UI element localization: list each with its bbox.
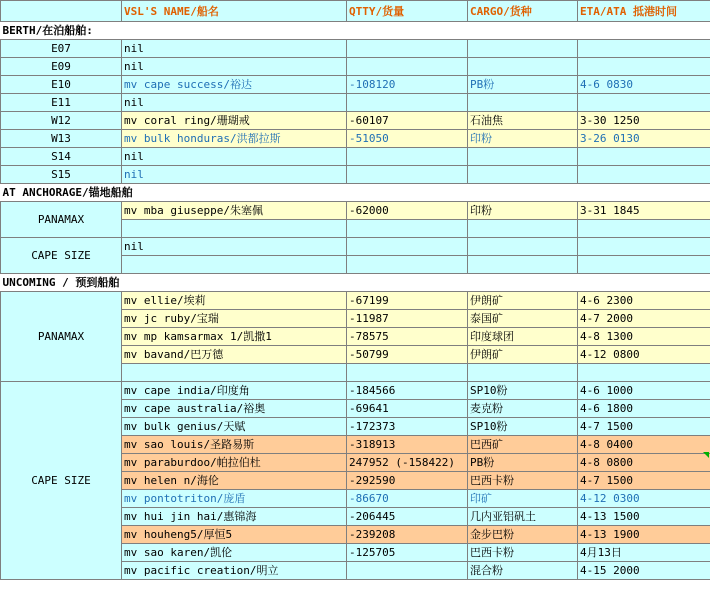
cargo-cell[interactable] (468, 220, 578, 238)
quantity-cell[interactable]: -50799 (347, 346, 468, 364)
cargo-cell[interactable]: 几内亚铝矾土 (468, 508, 578, 526)
cargo-cell[interactable]: 巴西矿 (468, 436, 578, 454)
eta-cell[interactable]: 4-6 1000 (578, 382, 710, 400)
vessel-name-cell[interactable]: mv bavand/巴万德 (122, 346, 347, 364)
cargo-cell[interactable]: 印粉 (468, 202, 578, 220)
cargo-cell[interactable] (468, 58, 578, 76)
cargo-cell[interactable]: 印粉 (468, 130, 578, 148)
header-cell-quantity[interactable]: QTTY/货量 (347, 1, 468, 22)
cargo-cell[interactable]: 石油焦 (468, 112, 578, 130)
vessel-name-cell[interactable]: mv bulk honduras/洪都拉斯 (122, 130, 347, 148)
quantity-cell[interactable]: -86670 (347, 490, 468, 508)
berth-id-cell[interactable]: S15 (1, 166, 122, 184)
cargo-cell[interactable] (468, 94, 578, 112)
vessel-name-cell[interactable]: nil (122, 238, 347, 256)
eta-cell[interactable]: 4-7 1500 (578, 418, 710, 436)
vessel-name-cell[interactable] (122, 256, 347, 274)
eta-cell[interactable]: 4-8 0800 (578, 454, 710, 472)
eta-cell[interactable]: 3-31 1845 (578, 202, 710, 220)
quantity-cell[interactable]: -69641 (347, 400, 468, 418)
eta-cell[interactable] (578, 166, 710, 184)
quantity-cell[interactable] (347, 94, 468, 112)
header-cell-cargo[interactable]: CARGO/货种 (468, 1, 578, 22)
quantity-cell[interactable]: -239208 (347, 526, 468, 544)
vessel-row (1, 292, 710, 310)
quantity-cell[interactable]: -172373 (347, 418, 468, 436)
vessel-name-cell[interactable]: mv cape india/印度角 (122, 382, 347, 400)
vessel-name-cell[interactable]: mv mba giuseppe/朱塞佩 (122, 202, 347, 220)
header-row (1, 1, 710, 22)
eta-cell[interactable]: 3-26 0130 (578, 130, 710, 148)
quantity-cell[interactable]: -292590 (347, 472, 468, 490)
eta-cell[interactable]: 4-8 1300 (578, 328, 710, 346)
eta-cell[interactable]: 4-6 2300 (578, 292, 710, 310)
cargo-cell[interactable]: PB粉 (468, 454, 578, 472)
cargo-cell[interactable] (468, 40, 578, 58)
vessel-name-cell[interactable]: mv cape australia/裕奥 (122, 400, 347, 418)
berth-row (1, 76, 710, 94)
eta-cell[interactable] (578, 58, 710, 76)
vessel-name-cell[interactable]: mv sao karen/凯伦 (122, 544, 347, 562)
group-label-cell[interactable]: PANAMAX (1, 202, 122, 238)
group-label-cell[interactable]: CAPE SIZE (1, 382, 122, 580)
eta-cell[interactable]: 4-6 1800 (578, 400, 710, 418)
quantity-cell[interactable]: -67199 (347, 292, 468, 310)
cargo-cell[interactable]: 伊朗矿 (468, 346, 578, 364)
cell-comment-marker (703, 452, 709, 458)
quantity-cell[interactable] (347, 220, 468, 238)
cargo-cell[interactable]: 伊朗矿 (468, 292, 578, 310)
eta-cell[interactable] (578, 238, 710, 256)
eta-cell[interactable] (578, 40, 710, 58)
vessel-name-cell[interactable] (122, 364, 347, 382)
berth-id-cell[interactable]: W13 (1, 130, 122, 148)
quantity-cell[interactable]: -60107 (347, 112, 468, 130)
cargo-cell[interactable] (468, 148, 578, 166)
vessel-name-cell[interactable]: mv bulk genius/天赋 (122, 418, 347, 436)
cargo-cell[interactable]: SP10粉 (468, 382, 578, 400)
berth-id-cell[interactable]: S14 (1, 148, 122, 166)
eta-cell[interactable]: 4-7 2000 (578, 310, 710, 328)
sheet-body (1, 1, 710, 580)
vessel-name-cell[interactable]: nil (122, 40, 347, 58)
vessel-row (1, 382, 710, 400)
quantity-cell[interactable]: -108120 (347, 76, 468, 94)
vessel-name-cell[interactable]: nil (122, 148, 347, 166)
cargo-cell[interactable] (468, 364, 578, 382)
cargo-cell[interactable]: 巴西卡粉 (468, 472, 578, 490)
section-row-berth (1, 22, 710, 40)
vessel-name-cell[interactable]: mv sao louis/圣路易斯 (122, 436, 347, 454)
berth-row (1, 94, 710, 112)
eta-cell[interactable]: 3-30 1250 (578, 112, 710, 130)
quantity-cell[interactable]: -184566 (347, 382, 468, 400)
vessel-name-cell[interactable]: mv paraburdoo/帕拉伯杜 (122, 454, 347, 472)
eta-cell[interactable]: 4-13 1900 (578, 526, 710, 544)
cargo-cell[interactable]: 泰国矿 (468, 310, 578, 328)
cargo-cell[interactable] (468, 238, 578, 256)
vessel-name-cell[interactable]: mv helen n/海伦 (122, 472, 347, 490)
eta-cell[interactable]: 4-8 0400 (578, 436, 710, 454)
cargo-cell[interactable]: PB粉 (468, 76, 578, 94)
quantity-cell[interactable] (347, 256, 468, 274)
eta-cell[interactable]: 4-15 2000 (578, 562, 710, 580)
berth-id-cell[interactable]: E07 (1, 40, 122, 58)
header-cell-eta[interactable]: ETA/ATA 抵港时间 (578, 1, 710, 22)
vessel-name-cell[interactable]: nil (122, 166, 347, 184)
berth-row (1, 130, 710, 148)
header-cell-vessel-name[interactable]: VSL'S NAME/船名 (122, 1, 347, 22)
cargo-cell[interactable]: SP10粉 (468, 418, 578, 436)
vessel-row (1, 238, 710, 256)
section-title-berth[interactable]: BERTH/在泊船舶: (1, 22, 710, 40)
cargo-cell[interactable] (468, 256, 578, 274)
quantity-cell[interactable]: -125705 (347, 544, 468, 562)
quantity-cell[interactable]: -51050 (347, 130, 468, 148)
quantity-cell[interactable] (347, 148, 468, 166)
berth-row (1, 148, 710, 166)
quantity-cell[interactable] (347, 562, 468, 580)
berth-row (1, 40, 710, 58)
quantity-cell[interactable]: -11987 (347, 310, 468, 328)
cargo-cell[interactable]: 麦克粉 (468, 400, 578, 418)
vessel-name-cell[interactable]: mv jc ruby/宝瑞 (122, 310, 347, 328)
cargo-cell[interactable] (468, 166, 578, 184)
eta-cell[interactable]: 4-6 0830 (578, 76, 710, 94)
quantity-cell[interactable]: -206445 (347, 508, 468, 526)
eta-cell[interactable] (578, 148, 710, 166)
eta-cell[interactable] (578, 364, 710, 382)
vessel-name-cell[interactable]: nil (122, 94, 347, 112)
vessel-name-cell[interactable]: mv pontotriton/庞盾 (122, 490, 347, 508)
berth-id-cell[interactable]: W12 (1, 112, 122, 130)
cargo-cell[interactable]: 混合粉 (468, 562, 578, 580)
cargo-cell[interactable]: 金步巴粉 (468, 526, 578, 544)
berth-row (1, 58, 710, 76)
section-title-upcoming[interactable]: UNCOMING / 预到船舶 (1, 274, 710, 292)
group-label-cell[interactable]: PANAMAX (1, 292, 122, 382)
eta-cell[interactable] (578, 256, 710, 274)
berth-id-cell[interactable]: E11 (1, 94, 122, 112)
section-row-anchorage (1, 184, 710, 202)
quantity-cell[interactable]: -62000 (347, 202, 468, 220)
vessel-name-cell[interactable]: nil (122, 58, 347, 76)
eta-cell[interactable] (578, 220, 710, 238)
vessel-name-cell[interactable]: mv coral ring/珊瑚戒 (122, 112, 347, 130)
quantity-cell[interactable] (347, 40, 468, 58)
vessel-name-cell[interactable]: mv cape success/裕达 (122, 76, 347, 94)
quantity-cell[interactable]: -78575 (347, 328, 468, 346)
cargo-cell[interactable]: 印度球团 (468, 328, 578, 346)
berth-row (1, 112, 710, 130)
eta-cell[interactable] (578, 94, 710, 112)
eta-cell[interactable]: 4-13 1500 (578, 508, 710, 526)
eta-cell[interactable]: 4-12 0800 (578, 346, 710, 364)
vessel-row (1, 202, 710, 220)
vessel-name-cell[interactable]: mv pacific creation/明立 (122, 562, 347, 580)
quantity-cell[interactable]: 247952 (-158422) (347, 454, 468, 472)
vessel-name-cell[interactable]: mv mp kamsarmax 1/凯撒1 (122, 328, 347, 346)
section-title-anchorage[interactable]: AT ANCHORAGE/锚地船舶 (1, 184, 710, 202)
eta-cell[interactable]: 4-12 0300 (578, 490, 710, 508)
header-cell-blank[interactable] (1, 1, 122, 22)
berth-row (1, 166, 710, 184)
quantity-cell[interactable] (347, 364, 468, 382)
berth-id-cell[interactable]: E09 (1, 58, 122, 76)
vessel-name-cell[interactable]: mv houheng5/厚恒5 (122, 526, 347, 544)
quantity-cell[interactable]: -318913 (347, 436, 468, 454)
vessel-name-cell[interactable] (122, 220, 347, 238)
group-label-cell[interactable]: CAPE SIZE (1, 238, 122, 274)
cargo-cell[interactable]: 印矿 (468, 490, 578, 508)
quantity-cell[interactable] (347, 238, 468, 256)
quantity-cell[interactable] (347, 58, 468, 76)
eta-cell[interactable]: 4-7 1500 (578, 472, 710, 490)
quantity-cell[interactable] (347, 166, 468, 184)
vessel-name-cell[interactable]: mv hui jin hai/惠锦海 (122, 508, 347, 526)
eta-cell[interactable]: 4月13日 (578, 544, 710, 562)
cargo-cell[interactable]: 巴西卡粉 (468, 544, 578, 562)
vessel-name-cell[interactable]: mv ellie/埃莉 (122, 292, 347, 310)
berth-id-cell[interactable]: E10 (1, 76, 122, 94)
section-row-upcoming (1, 274, 710, 292)
